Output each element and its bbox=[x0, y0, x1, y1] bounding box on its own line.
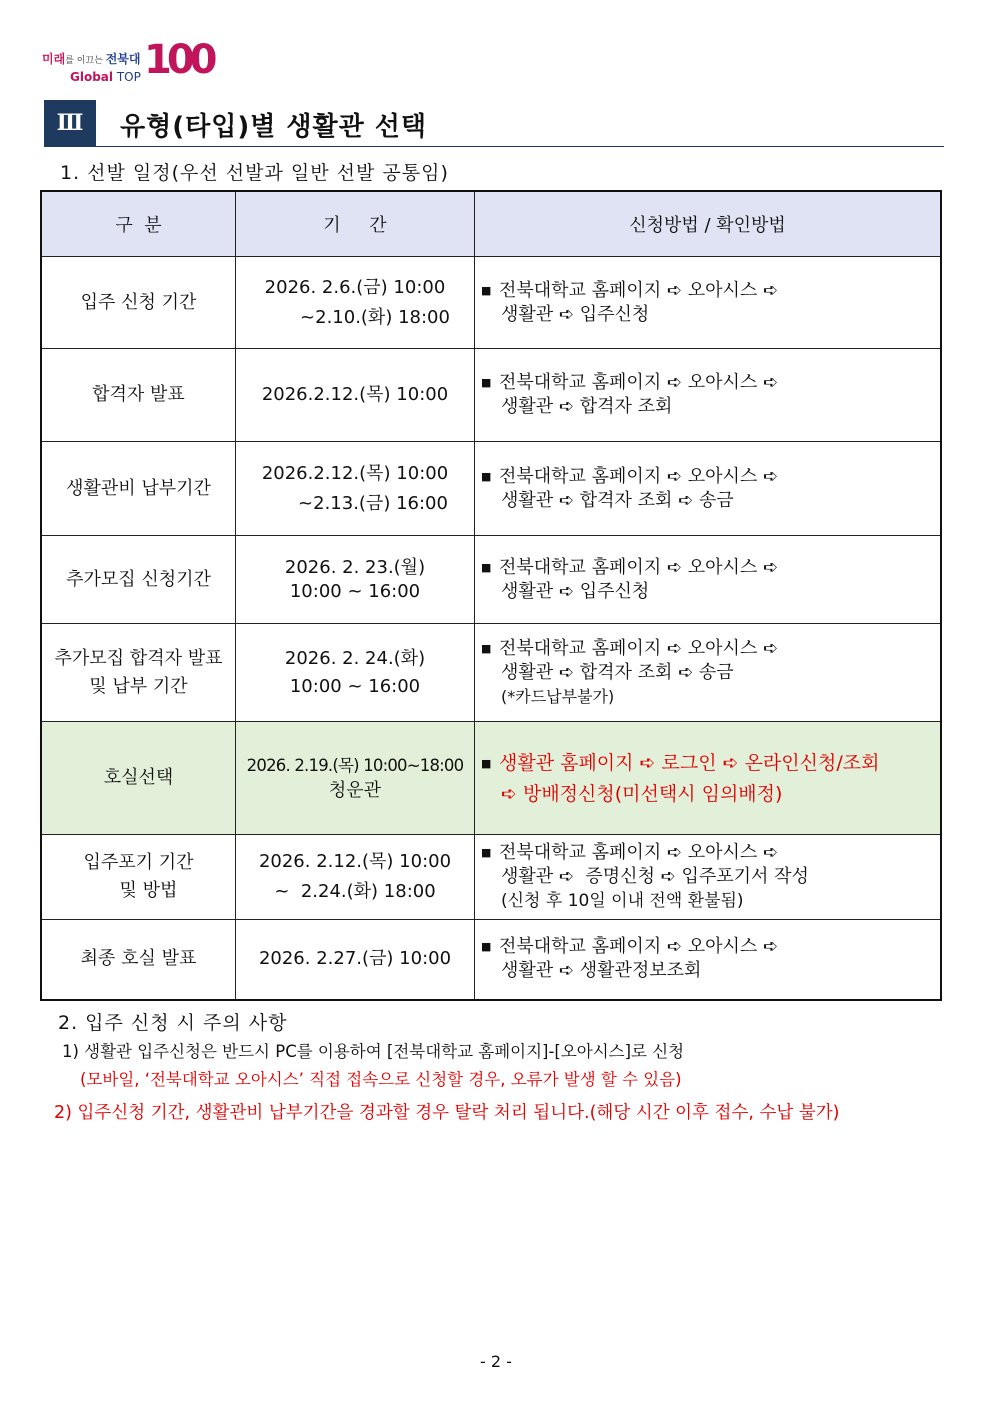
logo-global: Global bbox=[70, 70, 114, 84]
method-line: ➪ 방배정신청(미선택시 임의배정) bbox=[501, 782, 783, 805]
period-line: 2026.2.12.(목) 10:00 bbox=[261, 462, 449, 484]
row-category bbox=[41, 442, 236, 536]
logo-top: TOP bbox=[113, 70, 141, 84]
bullet-icon: ■ bbox=[481, 283, 492, 297]
table-row bbox=[41, 624, 941, 722]
table-header-row bbox=[41, 191, 941, 257]
bullet-icon: ■ bbox=[481, 560, 492, 574]
table-row bbox=[41, 920, 941, 1000]
table-row bbox=[41, 257, 941, 349]
period-line: 2026. 2. 24.(화) bbox=[284, 647, 426, 669]
row-method bbox=[475, 624, 942, 722]
category-text: 최종 호실 발표 bbox=[80, 948, 197, 970]
row-period bbox=[236, 920, 475, 1000]
method-line: 전북대학교 홈페이지 ➪ 오아시스 ➪ bbox=[499, 637, 779, 659]
method-line: 전북대학교 홈페이지 ➪ 오아시스 ➪ bbox=[499, 936, 779, 958]
row-period bbox=[236, 624, 475, 722]
table-row bbox=[41, 349, 941, 442]
logo-100-mark: 100 bbox=[144, 37, 213, 83]
period-line: 10:00 ~ 16:00 bbox=[289, 675, 421, 697]
row-method bbox=[475, 722, 942, 835]
method-line: 생활관 ➪ 증명신청 ➪ 입주포기서 작성 bbox=[501, 866, 809, 887]
row-period bbox=[236, 722, 475, 835]
subsection-title-notes: 2. 입주 신청 시 주의 사항 bbox=[58, 1012, 288, 1034]
section-number: Ⅲ bbox=[44, 100, 96, 146]
row-category bbox=[41, 835, 236, 920]
row-category bbox=[41, 257, 236, 349]
section-title: 유형(타입)별 생활관 선택 bbox=[120, 112, 428, 142]
row-method bbox=[475, 257, 942, 349]
category-text: 및 납부 기간 bbox=[89, 675, 188, 697]
method-line: (신청 후 10일 이내 전액 환불됨) bbox=[501, 891, 744, 911]
period-line: 2026. 2.27.(금) 10:00 bbox=[258, 948, 452, 970]
table-row bbox=[41, 442, 941, 536]
method-line: 전북대학교 홈페이지 ➪ 오아시스 ➪ bbox=[499, 279, 779, 301]
period-line: 청운관 bbox=[328, 780, 382, 801]
section-header bbox=[44, 100, 944, 147]
subsection-title-schedule: 1. 선발 일정(우선 선발과 일반 선발 공통임) bbox=[60, 162, 449, 184]
method-line: 생활관 ➪ 생활관정보조회 bbox=[501, 960, 702, 982]
period-line: 10:00 ~ 16:00 bbox=[289, 580, 421, 602]
category-text: 추가모집 합격자 발표 bbox=[54, 647, 223, 669]
page-number: - 2 - bbox=[480, 1352, 512, 1371]
row-method bbox=[475, 920, 942, 1000]
method-line: 생활관 ➪ 합격자 조회 bbox=[501, 396, 673, 417]
row-method bbox=[475, 835, 942, 920]
method-line: 전북대학교 홈페이지 ➪ 오아시스 ➪ bbox=[499, 465, 779, 487]
schedule-table bbox=[40, 190, 942, 1001]
category-text: 추가모집 신청기간 bbox=[66, 568, 211, 590]
method-line: 생활관 ➪ 입주신청 bbox=[501, 303, 650, 325]
row-method bbox=[475, 536, 942, 624]
period-line: 2026. 2. 23.(월) bbox=[284, 556, 426, 578]
logo-slogan bbox=[42, 50, 140, 67]
category-text: 입주포기 기간 bbox=[83, 852, 194, 873]
row-category bbox=[41, 920, 236, 1000]
bullet-icon: ■ bbox=[481, 469, 492, 483]
row-method bbox=[475, 442, 942, 536]
logo-slogan-univ: 전북대 bbox=[105, 52, 141, 66]
note-1: 1) 생활관 입주신청은 반드시 PC를 이용하여 [전북대학교 홈페이지]-[오아시스]로 신청 bbox=[62, 1042, 685, 1061]
bullet-icon: ■ bbox=[481, 846, 492, 859]
row-period bbox=[236, 349, 475, 442]
row-category bbox=[41, 624, 236, 722]
method-line: 전북대학교 홈페이지 ➪ 오아시스 ➪ bbox=[499, 372, 779, 393]
note-1-detail: (모바일, ‘전북대학교 오아시스’ 직접 접속으로 신청할 경우, 오류가 발생 할 수 있음) bbox=[80, 1070, 682, 1089]
bullet-icon: ■ bbox=[481, 756, 492, 770]
method-line: 생활관 홈페이지 ➪ 로그인 ➪ 온라인신청/조회 bbox=[499, 751, 880, 774]
period-line: 2026. 2.6.(금) 10:00 bbox=[264, 276, 446, 298]
category-text: 입주 신청 기간 bbox=[80, 291, 197, 313]
bullet-icon: ■ bbox=[481, 641, 492, 655]
category-text: 생활관비 납부기간 bbox=[66, 477, 211, 499]
header-category: 구 분 bbox=[41, 191, 236, 257]
table-row-highlighted bbox=[41, 722, 941, 835]
method-line: 전북대학교 홈페이지 ➪ 오아시스 ➪ bbox=[499, 842, 779, 863]
category-text: 및 방법 bbox=[119, 880, 178, 901]
note-2: 2) 입주신청 기간, 생활관비 납부기간을 경과할 경우 탈락 처리 됩니다.(해당 시간 이후 접수, 수납 불가) bbox=[54, 1103, 840, 1123]
period-line: 2026.2.12.(목) 10:00 bbox=[261, 384, 449, 405]
header-period: 기 간 bbox=[236, 191, 475, 257]
period-line: ~2.13.(금) 16:00 bbox=[298, 492, 448, 514]
period-line: ~ 2.24.(화) 18:00 bbox=[274, 881, 436, 902]
header-method: 신청방법 / 확인방법 bbox=[475, 191, 942, 257]
method-line: (*카드납부불가) bbox=[501, 686, 615, 706]
period-line: 2026. 2.19.(목) 10:00~18:00 bbox=[246, 756, 464, 775]
logo-global-top bbox=[70, 70, 141, 84]
row-period bbox=[236, 257, 475, 349]
period-line: 2026. 2.12.(목) 10:00 bbox=[258, 851, 452, 872]
category-text: 호실선택 bbox=[103, 767, 174, 788]
row-period bbox=[236, 442, 475, 536]
table-row bbox=[41, 536, 941, 624]
method-line: 생활관 ➪ 합격자 조회 ➪ 송금 bbox=[501, 489, 734, 511]
row-method bbox=[475, 349, 942, 442]
table-row bbox=[41, 835, 941, 920]
row-category bbox=[41, 722, 236, 835]
row-period bbox=[236, 536, 475, 624]
method-line: 생활관 ➪ 입주신청 bbox=[501, 580, 650, 602]
category-text: 합격자 발표 bbox=[92, 384, 185, 405]
method-line: 생활관 ➪ 합격자 조회 ➪ 송금 bbox=[501, 661, 734, 683]
logo-slogan-mid: 를 이끄는 bbox=[65, 56, 106, 66]
period-line: ~2.10.(화) 18:00 bbox=[300, 306, 450, 328]
bullet-icon: ■ bbox=[481, 376, 492, 389]
university-logo bbox=[42, 37, 217, 92]
row-category bbox=[41, 349, 236, 442]
row-period bbox=[236, 835, 475, 920]
method-line: 전북대학교 홈페이지 ➪ 오아시스 ➪ bbox=[499, 556, 779, 578]
logo-slogan-pre: 미래 bbox=[42, 52, 66, 66]
row-category bbox=[41, 536, 236, 624]
bullet-icon: ■ bbox=[481, 940, 492, 954]
